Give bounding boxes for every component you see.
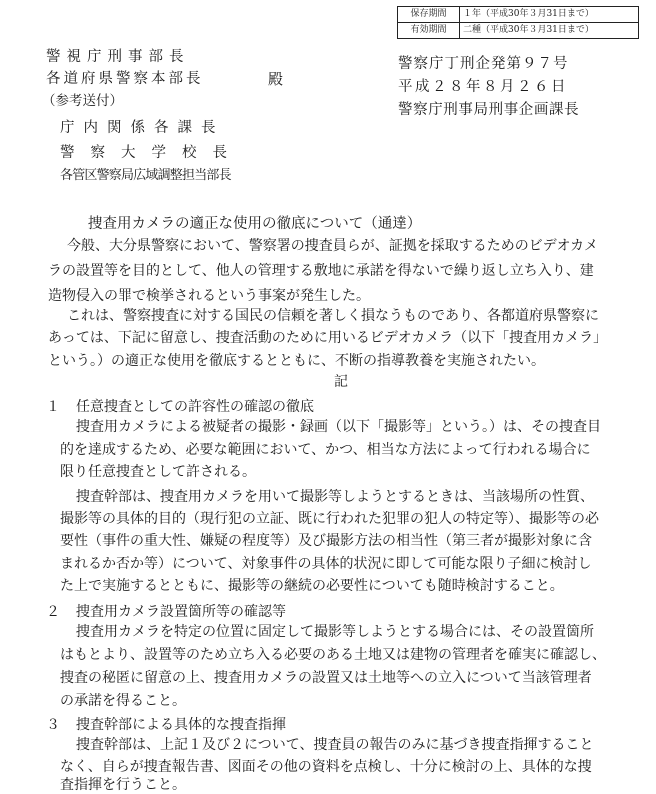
section-number: ３ <box>46 717 60 733</box>
retention-table <box>397 6 639 39</box>
section-line: 捜査の秘匿に留意の上、捜査用カメラの設置又は土地等への立入について当該管理者 <box>60 670 592 686</box>
section-line: はもとより、設置等のため立ち入る必要のある土地又は建物の管理者を確実に確認し、 <box>60 647 606 663</box>
section-number: ２ <box>46 604 60 620</box>
section-line: 捜査幹部は、捜査用カメラを用いて撮影等しようとするときは、当該場所の性質、 <box>76 489 594 505</box>
addressee-line: 警視庁刑事部長 <box>46 49 190 65</box>
addressee-note: （参考送付） <box>42 93 123 109</box>
validity-label: 有効期間 <box>398 23 460 39</box>
intro-line: あっては、下記に留意し、捜査活動のために用いるビデオカメラ（以下「捜査用カメラ」 <box>48 330 608 346</box>
document-title: 捜査用カメラの適正な使用の徹底について（通達） <box>88 216 422 232</box>
ki-heading: 記 <box>334 374 348 390</box>
document-number: 警察庁丁刑企発第９７号 <box>398 56 569 72</box>
section-line: なく、自らが捜査報告書、図面その他の資料を点検し、十分に検討の上、具体的な捜 <box>60 759 592 775</box>
retention-row <box>398 23 639 39</box>
intro-line: ラの設置等を目的として、他人の管理する敷地に承諾を得ないで繰り返し立ち入り、建 <box>48 263 594 279</box>
section-title: 捜査用カメラ設置箇所等の確認等 <box>76 604 286 620</box>
section-title: 任意捜査としての許容性の確認の徹底 <box>76 399 314 415</box>
section-line: の承諾を得ること。 <box>60 693 186 709</box>
intro-line: 今般、大分県警察において、警察署の捜査員らが、証拠を採取するためのビデオカメ <box>67 238 599 254</box>
retention-label: 保存期間 <box>398 7 460 23</box>
addressee-line: 庁内関係各課長 <box>60 120 225 136</box>
section-number: １ <box>46 399 60 415</box>
section-line: まれるか否か等）について、対象事件の具体的状況に即して可能な限り子細に検討し <box>60 556 592 572</box>
intro-line: という。）の適正な使用を徹底するとともに、不断の指導教養を実施されたい。 <box>48 353 545 369</box>
section-line: 撮影等の具体的目的（現行犯の立証、既に行われた犯罪の犯人の特定等）、撮影等の必 <box>60 511 599 527</box>
section-line: 捜査幹部は、上記１及び２について、捜査員の報告のみに基づき捜査指揮すること <box>76 737 594 753</box>
section-line: 限り任意捜査として許される。 <box>60 464 256 480</box>
retention-value: １年（平成30年３月31日まで） <box>460 7 639 23</box>
intro-line: 造物侵入の罪で検挙されるという事案が発生した。 <box>48 288 370 304</box>
section-line: た上で実施するとともに、撮影等の継続の必要性についても随時検討すること。 <box>60 578 564 594</box>
validity-value: 二種（平成30年３月31日まで） <box>460 23 639 39</box>
section-line: 的を達成するため、必要な範囲において、かつ、相当な方法によって行われる場合に <box>60 442 591 458</box>
addressee-line: 各道府県警察本部長 <box>46 71 204 87</box>
retention-row <box>398 7 639 23</box>
issue-date: 平成２８年８月２６日 <box>398 79 568 95</box>
section-line: 捜査用カメラを特定の位置に固定して撮影等しようとする場合には、その設置箇所 <box>76 624 594 640</box>
addressee-line: 警察大学校長 <box>60 145 243 161</box>
addressee-line: 各管区警察局広域調整担当部長 <box>60 168 231 183</box>
section-line: 査指揮を行うこと。 <box>60 777 186 793</box>
honorific-tono: 殿 <box>268 70 284 88</box>
section-title: 捜査幹部による具体的な捜査指揮 <box>76 717 286 733</box>
intro-line: これは、警察捜査に対する国民の信頼を著しく損なうものであり、各都道府県警察に <box>67 308 599 324</box>
sender: 警察庁刑事局刑事企画課長 <box>398 102 580 118</box>
section-line: 要性（事件の重大性、嫌疑の程度等）及び撮影方法の相当性（第三者が撮影対象に含 <box>60 533 592 549</box>
section-line: 捜査用カメラによる被疑者の撮影・録画（以下「撮影等」という。）は、その捜査目 <box>76 419 601 435</box>
